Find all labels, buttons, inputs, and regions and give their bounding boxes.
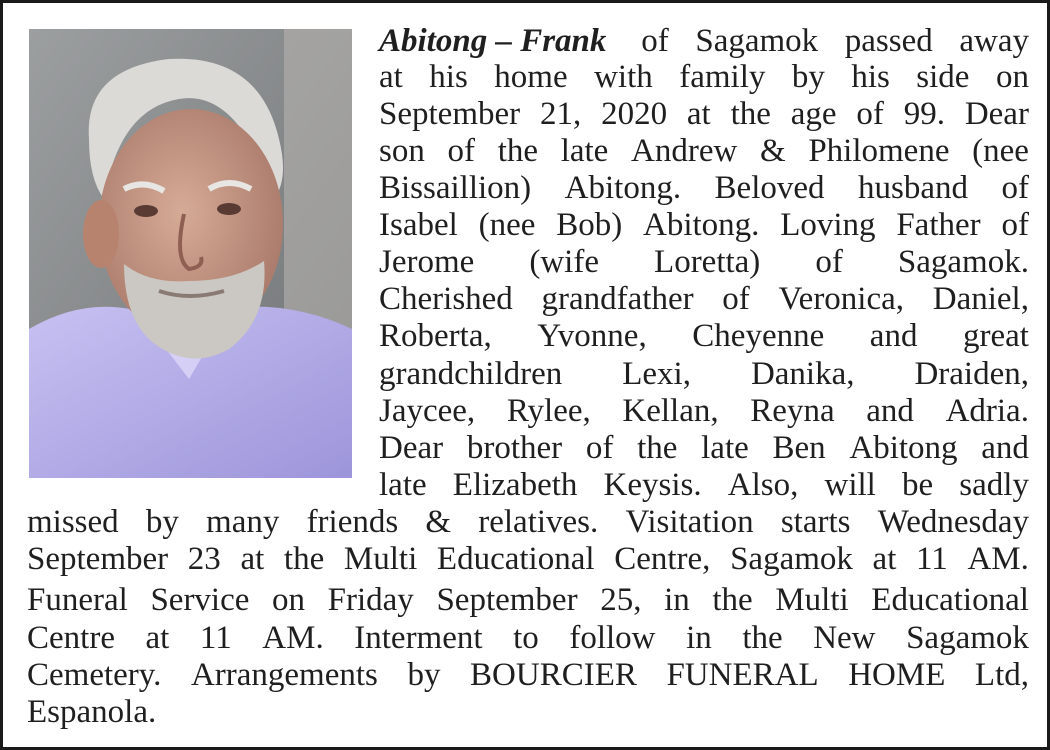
- obituary-line: Isabel (nee Bob) Abitong. Loving Father of: [379, 207, 1029, 243]
- obituary-line: September 23 at the Multi Educational Centre, Sagamok at 11 AM.: [27, 541, 1029, 577]
- obituary-line: Espanola.: [27, 694, 157, 730]
- obituary-line: Roberta, Yvonne, Cheyenne and great: [379, 318, 1029, 354]
- deceased-name: Abitong – Frank: [379, 23, 607, 59]
- obituary-line: Jaycee, Rylee, Kellan, Reyna and Adria.: [379, 393, 1029, 429]
- obituary-line: Funeral Service on Friday September 25, in the Multi Educational: [27, 582, 1029, 618]
- obituary-line: Abitong – Frank of Sagamok passed away: [379, 23, 1029, 59]
- obituary-line: missed by many friends & relatives. Visitation starts Wednesday: [27, 504, 1029, 540]
- obituary-line: son of the late Andrew & Philomene (nee: [379, 133, 1029, 169]
- obituary-line: Dear brother of the late Ben Abitong and: [379, 430, 1029, 466]
- obituary-text: [3, 3, 1047, 747]
- obituary-line: Jerome (wife Loretta) of Sagamok.: [379, 244, 1029, 280]
- obituary-line: Centre at 11 AM. Interment to follow in the New Sagamok: [27, 620, 1029, 656]
- obituary-line: Cherished grandfather of Veronica, Daniel,: [379, 281, 1029, 317]
- obituary-line: Cemetery. Arrangements by BOURCIER FUNERAL HOME Ltd,: [27, 657, 1029, 693]
- obituary-line: late Elizabeth Keysis. Also, will be sadly: [379, 467, 1029, 503]
- obituary-line: September 21, 2020 at the age of 99. Dear: [379, 96, 1029, 132]
- obituary-line: at his home with family by his side on: [379, 59, 1029, 95]
- obituary-line: grandchildren Lexi, Danika, Draiden,: [379, 356, 1029, 392]
- obituary-line: Bissaillion) Abitong. Beloved husband of: [379, 170, 1029, 206]
